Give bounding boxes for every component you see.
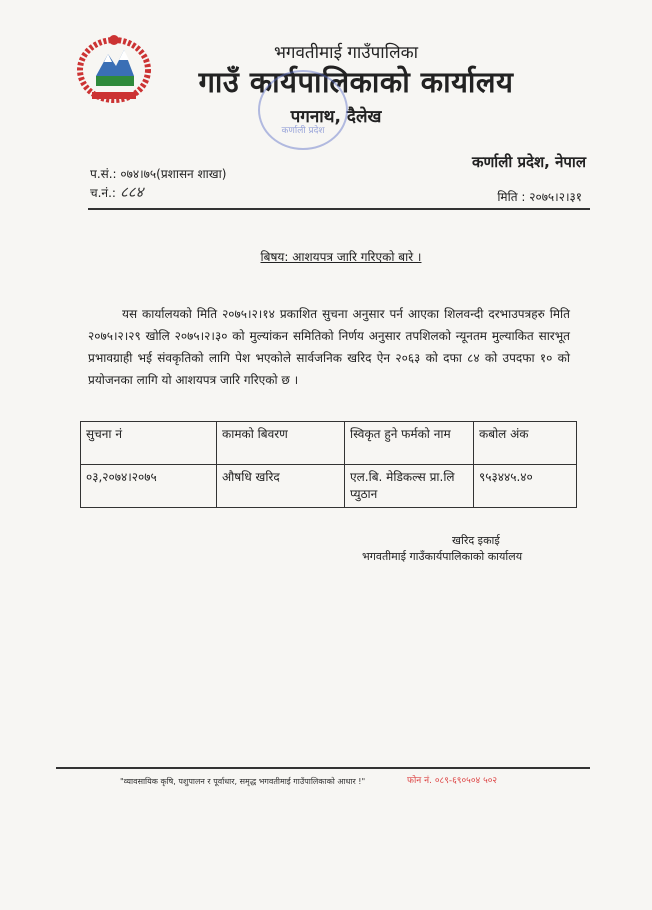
dispatch-number-label: च.नं.: bbox=[90, 186, 116, 200]
table-header-cell: कामको बिवरण bbox=[217, 422, 345, 465]
footer-phone: फोन नं. ०८९-६९०५०४ ५०२ bbox=[407, 776, 498, 786]
signature-unit: खरिद इकाई bbox=[452, 534, 500, 547]
award-table bbox=[80, 421, 577, 508]
letter-number: प.सं.: ०७४।७५(प्रशासन शाखा) bbox=[90, 167, 227, 181]
province-label: कर्णाली प्रदेश, नेपाल bbox=[471, 153, 586, 171]
table-header-cell: सुचना नं bbox=[81, 422, 217, 465]
municipality-name: भगवतीमाई गाउँपालिका bbox=[273, 43, 419, 63]
table-cell: औषधि खरिद bbox=[217, 465, 345, 508]
table-cell: ९५३४४५.४० bbox=[474, 465, 577, 508]
table-header-cell: स्विकृत हुने फर्मको नाम bbox=[345, 422, 474, 465]
office-address: पगनाथ, दैलेख bbox=[290, 107, 382, 127]
table-row bbox=[81, 465, 577, 508]
subject-line: बिषय: आशयपत्र जारि गरिएको बारे । bbox=[260, 250, 422, 264]
dispatch-number-value: ८८४ bbox=[119, 183, 144, 201]
table-header-row bbox=[81, 422, 577, 465]
signature-office: भगवतीमाई गाउँकार्यपालिकाको कार्यालय bbox=[362, 550, 523, 563]
letter-date: मिति : २०७५।२।३१ bbox=[497, 190, 582, 204]
body-paragraph: यस कार्यालयको मिति २०७५।२।१४ प्रकाशित सुचना अनुसार पर्न आएका शिलवन्दी दरभाउपत्रहरु मिति २०७५।२।२९ खोलि २०७५।२।३० को मुल्यांकन समितिको निर्णय अनुसार तपशिलको न्यूनतम मुल्याकित सारभूत प्रभावग्राही भई संवकृतिको लागि पेश भएकोले सार्वजनिक खरिद ऐन २०६३ को दफा ८४ को उपदफा १० को प्रयोजनका लागि यो आशयपत्र जारि गरिएको छ । bbox=[88, 307, 570, 387]
table-header-cell: कबोल अंक bbox=[474, 422, 577, 465]
dispatch-number bbox=[90, 182, 143, 202]
table-cell: एल.बि. मेडिकल्स प्रा.लि प्युठान bbox=[345, 465, 474, 508]
table-cell: ०३,२०७४।२०७५ bbox=[81, 465, 217, 508]
office-title: गाउँ कार्यपालिकाको कार्यालय bbox=[198, 65, 514, 99]
stamp-text: कर्णाली प्रदेश bbox=[281, 126, 325, 136]
footer-slogan: "व्यावसायिक कृषि, पशुपालन र पूर्वाधार, समृद्ध भगवतीमाई गाउँपालिकाको आधार !" bbox=[120, 777, 366, 786]
footer-divider bbox=[56, 767, 590, 769]
office-stamp bbox=[258, 70, 348, 150]
header-divider bbox=[88, 208, 590, 210]
